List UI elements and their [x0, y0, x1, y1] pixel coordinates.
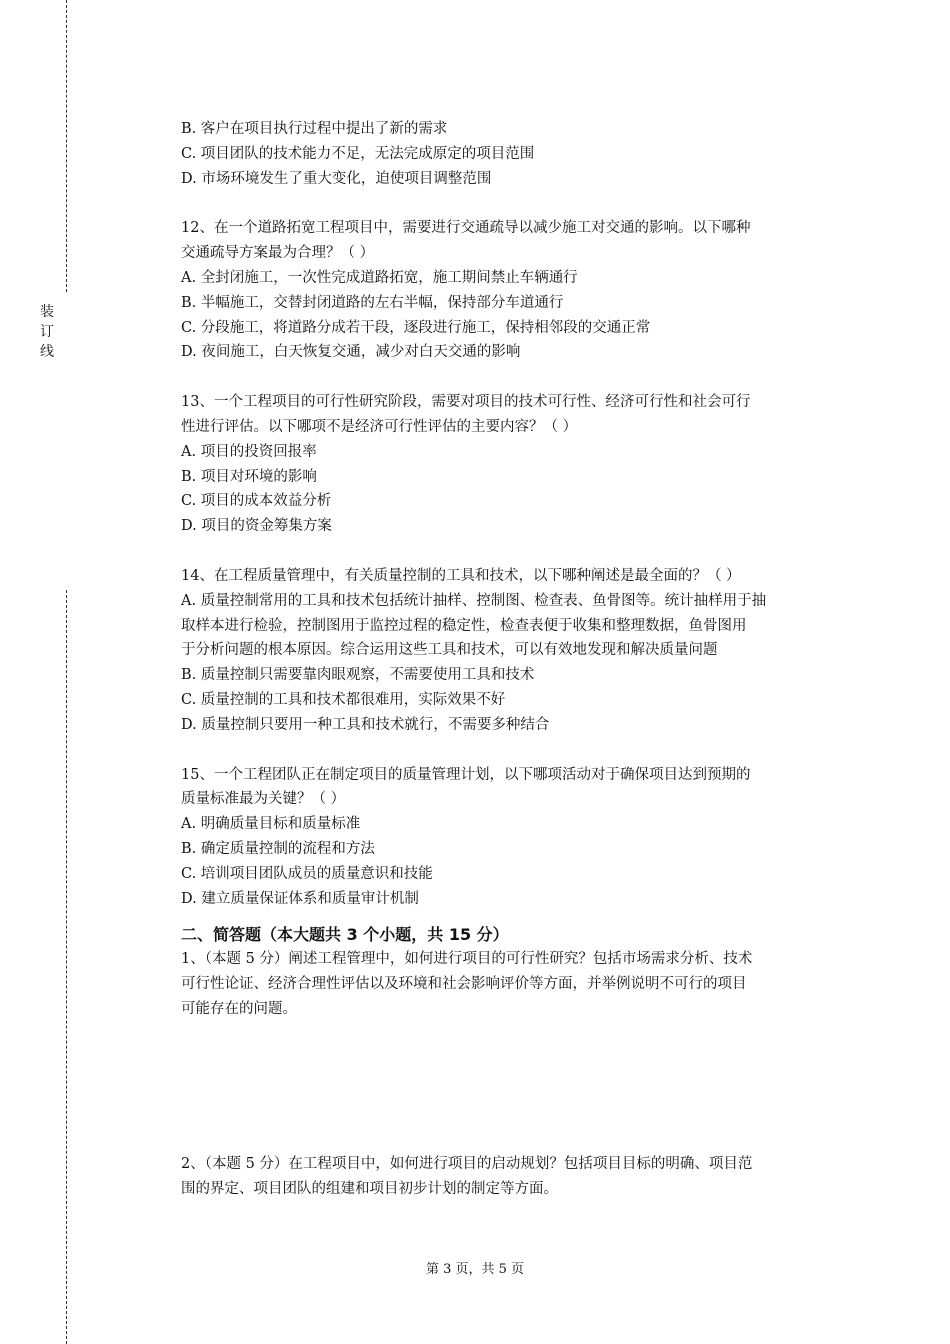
q12-stem-line1: 12、在一个道路拓宽工程项目中，需要进行交通疏导以减少施工对交通的影响。以下哪种	[181, 220, 751, 237]
q14-option-a-line1: A. 质量控制常用的工具和技术包括统计抽样、控制图、检查表、鱼骨图等。统计抽样用于抽	[181, 592, 767, 609]
q15-stem-line1: 15、一个工程团队正在制定项目的质量管理计划，以下哪项活动对于确保项目达到预期的	[181, 766, 751, 783]
short-answer-question-1	[181, 947, 841, 1021]
q15-option-a: A. 明确质量目标和质量标准	[181, 816, 361, 833]
section-2-title: 二、简答题（本大题共 3 个小题，共 15 分）	[181, 925, 509, 945]
sa-q2-line1: 2、（本题 5 分）在工程项目中，如何进行项目的启动规划？包括项目目标的明确、项目范	[181, 1155, 753, 1172]
question-13	[181, 390, 841, 539]
q14-option-a-line2: 取样本进行检验，控制图用于监控过程的稳定性，检查表便于收集和整理数据，鱼骨图用	[181, 617, 747, 634]
short-answer-question-2	[181, 1152, 841, 1202]
sa-q2-line2: 围的界定、项目团队的组建和项目初步计划的制定等方面。	[181, 1180, 558, 1197]
sa-q1-line3: 可能存在的问题。	[181, 1000, 297, 1017]
answer-space-1	[181, 1022, 841, 1152]
q11-option-c: C. 项目团队的技术能力不足，无法完成原定的项目范围	[181, 145, 535, 162]
q14-option-b: B. 质量控制只需要靠肉眼观察，不需要使用工具和技术	[181, 667, 535, 684]
q14-option-d: D. 质量控制只要用一种工具和技术就行，不需要多种结合	[181, 716, 550, 733]
binding-char-1: 装	[40, 304, 54, 320]
q15-option-c: C. 培训项目团队成员的质量意识和技能	[181, 865, 433, 882]
binding-dashed-line-bottom	[66, 590, 67, 1344]
q13-option-d: D. 项目的资金筹集方案	[181, 518, 332, 535]
binding-dashed-line-top	[66, 0, 67, 292]
q13-option-b: B. 项目对环境的影响	[181, 468, 317, 485]
binding-label	[38, 302, 56, 362]
sa-q1-line2: 可行性论证、经济合理性评估以及环境和社会影响评价等方面，并举例说明不可行的项目	[181, 976, 747, 993]
q14-stem: 14、在工程质量管理中，有关质量控制的工具和技术，以下哪种阐述是最全面的？（ ）	[181, 567, 741, 584]
q13-option-a: A. 项目的投资回报率	[181, 443, 317, 460]
question-14	[181, 564, 841, 738]
sa-q1-line1: 1、（本题 5 分）阐述工程管理中，如何进行项目的可行性研究？包括市场需求分析、技术	[181, 951, 753, 968]
q12-option-d: D. 夜间施工，白天恢复交通，减少对白天交通的影响	[181, 344, 521, 361]
question-15	[181, 763, 841, 912]
q12-option-a: A. 全封闭施工，一次性完成道路拓宽，施工期间禁止车辆通行	[181, 269, 578, 286]
q14-option-a-line3: 于分析问题的根本原因。综合运用这些工具和技术，可以有效地发现和解决质量问题	[181, 642, 718, 659]
question-11-options	[181, 117, 841, 191]
q12-stem-line2: 交通疏导方案最为合理？（ ）	[181, 245, 375, 262]
q12-option-b: B. 半幅施工，交替封闭道路的左右半幅，保持部分车道通行	[181, 294, 564, 311]
question-12	[181, 216, 841, 365]
binding-char-3: 线	[40, 344, 54, 360]
q14-option-c: C. 质量控制的工具和技术都很难用，实际效果不好	[181, 691, 506, 708]
q11-option-b: B. 客户在项目执行过程中提出了新的需求	[181, 121, 448, 137]
binding-char-2: 订	[40, 324, 54, 340]
page-footer: 第 3 页，共 5 页	[425, 1262, 525, 1277]
q13-option-c: C. 项目的成本效益分析	[181, 493, 332, 510]
exam-content	[181, 117, 841, 1201]
q13-stem-line1: 13、一个工程项目的可行性研究阶段，需要对项目的技术可行性、经济可行性和社会可行	[181, 394, 751, 411]
q15-option-b: B. 确定质量控制的流程和方法	[181, 840, 375, 857]
q12-option-c: C. 分段施工，将道路分成若干段，逐段进行施工，保持相邻段的交通正常	[181, 319, 651, 336]
q11-option-d: D. 市场环境发生了重大变化，迫使项目调整范围	[181, 170, 492, 187]
q15-stem-line2: 质量标准最为关键？（ ）	[181, 791, 346, 808]
q13-stem-line2: 性进行评估。以下哪项不是经济可行性评估的主要内容？（ ）	[181, 418, 578, 435]
q15-option-d: D. 建立质量保证体系和质量审计机制	[181, 890, 419, 907]
